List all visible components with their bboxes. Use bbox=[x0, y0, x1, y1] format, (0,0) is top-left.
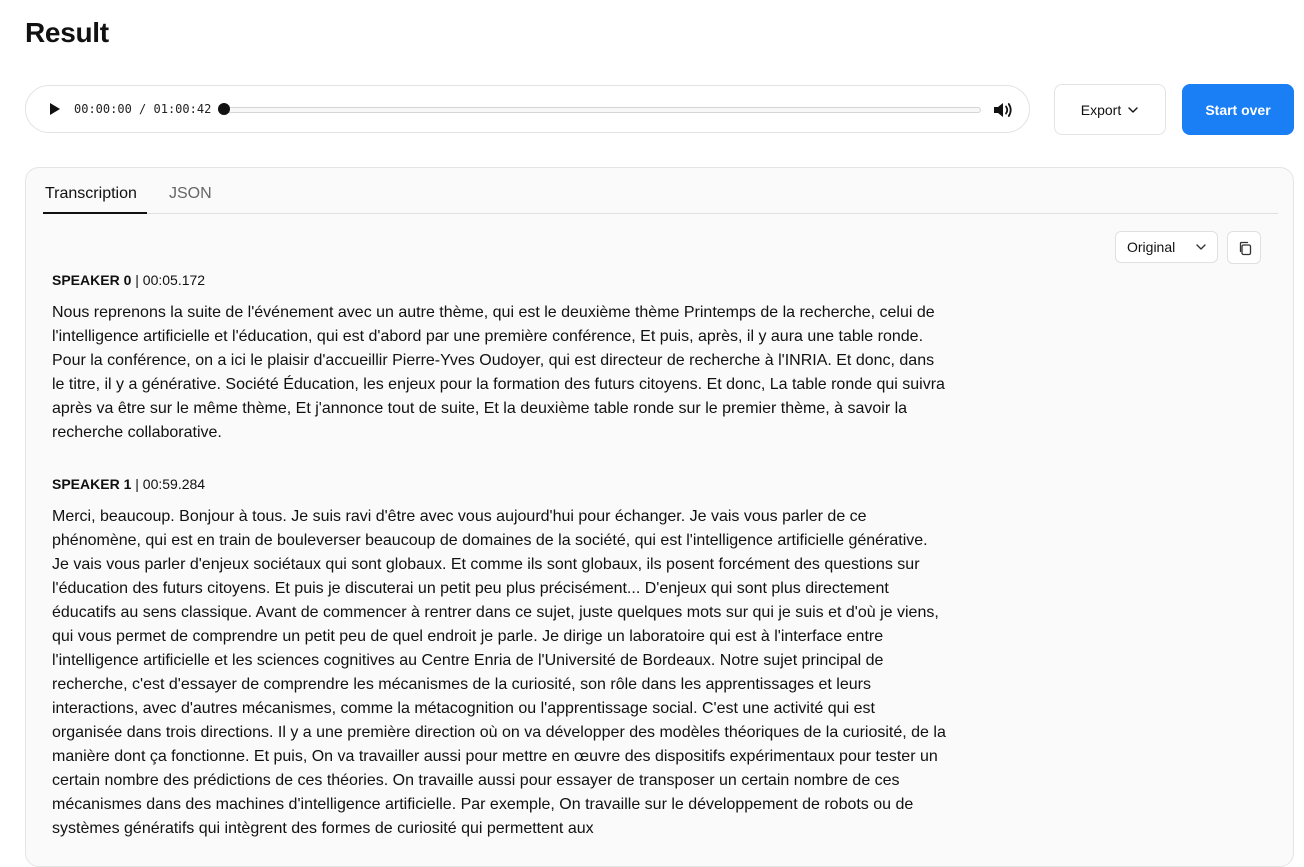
time-display bbox=[74, 101, 211, 117]
language-select[interactable] bbox=[1115, 231, 1218, 263]
audio-player bbox=[25, 85, 1030, 133]
copy-icon bbox=[1238, 241, 1252, 256]
page-title: Result bbox=[25, 17, 109, 48]
segment-header bbox=[52, 475, 947, 493]
tab-json[interactable]: JSON bbox=[169, 185, 212, 202]
tab-bar bbox=[43, 168, 1278, 214]
tab-transcription[interactable]: Transcription bbox=[45, 185, 137, 202]
export-button[interactable] bbox=[1054, 84, 1166, 135]
segment-separator: | bbox=[135, 272, 143, 288]
segment-text: Nous reprenons la suite de l'événement avec un autre thème, qui est le deuxième thème Printemps de la recherche, celui de l'intelligence artificielle et l'éducation, qui est d'abord par une première conférence, Et puis, après, il y aura une table ronde. Pour la conférence, on a ici le plaisir d'accueillir Pierre-Yves Oudoyer, qui est directeur de recherche à l'INRIA. Et donc, dans le titre, il y a générative. Société Éducation, les enjeux pour la formation des futurs citoyens. Et donc, La table ronde qui suivra après va être sur le même thème, Et j'annonce tout de suite, Et la deuxième table ronde sur le premier thème, à savoir la recherche collaborative. bbox=[52, 304, 945, 441]
segment-separator: | bbox=[135, 476, 143, 492]
seek-handle[interactable] bbox=[218, 103, 230, 115]
segment-header bbox=[52, 271, 947, 289]
volume-icon[interactable] bbox=[992, 100, 1014, 120]
time-separator: / bbox=[139, 102, 147, 116]
seek-bar[interactable] bbox=[224, 107, 981, 113]
duration: 01:00:42 bbox=[153, 102, 212, 116]
speaker-label: SPEAKER 0 bbox=[52, 272, 132, 288]
current-time: 00:00:00 bbox=[74, 102, 132, 116]
language-select-value: Original bbox=[1127, 239, 1176, 255]
play-icon[interactable] bbox=[46, 101, 62, 117]
segment-timestamp: 00:05.172 bbox=[142, 272, 206, 288]
chevron-down-icon bbox=[1195, 241, 1207, 253]
chevron-down-icon bbox=[1127, 104, 1139, 116]
start-over-label: Start over bbox=[1205, 101, 1271, 118]
result-panel bbox=[25, 167, 1294, 867]
segment-timestamp: 00:59.284 bbox=[142, 476, 206, 492]
speaker-label: SPEAKER 1 bbox=[52, 476, 132, 492]
copy-button[interactable] bbox=[1227, 231, 1261, 264]
transcript-segment bbox=[52, 475, 947, 841]
segment-text: Merci, beaucoup. Bonjour à tous. Je suis ravi d'être avec vous aujourd'hui pour échanger. Je vais vous parler de ce phénomène, qui est en train de bouleverser beaucoup de domaines de la société, qui est l'intelligence artificielle générative. Je vais vous parler d'enjeux sociétaux qui sont globaux. Et comme ils sont globaux, ils posent forcément des questions sur l'éducation des futurs citoyens. Et puis je discuterai un petit peu plus précisément... D'enjeux qui sont plus directement éducatifs au sens classique. Avant de commencer à rentrer dans ce sujet, juste quelques mots sur qui je suis et d'où je viens, qui vous permet de comprendre un petit peu de quel endroit je parle. Je dirige un laboratoire qui est à l'interface entre l'intelligence artificielle et les sciences cognitives au Centre Enria de l'Université de Bordeaux. Notre sujet principal de recherche, c'est d'essayer de comprendre les mécanismes de la curiosité, son rôle dans les apprentissages et leurs interactions, avec d'autres mécanismes, comme la métacognition ou l'apprentissage social. C'est une activité qui est organisée dans trois directions. Il y a une première direction où on va développer des modèles théoriques de la curiosité, de la manière dont ça fonctionne. Et puis, On va travailler aussi pour mettre en œuvre des dispositifs expérimentaux pour tester un certain nombre des prédictions de ces théories. On travaille aussi pour essayer de transposer un certain nombre de ces mécanismes dans des machines d'intelligence artificielle. Par exemple, On travaille sur le développement de robots ou de systèmes génératifs qui intègrent des formes de curiosité qui permettent aux bbox=[52, 508, 946, 837]
start-over-button[interactable] bbox=[1182, 84, 1294, 135]
active-tab-indicator bbox=[43, 212, 147, 214]
transcript-segment bbox=[52, 271, 947, 445]
export-label: Export bbox=[1080, 101, 1122, 118]
